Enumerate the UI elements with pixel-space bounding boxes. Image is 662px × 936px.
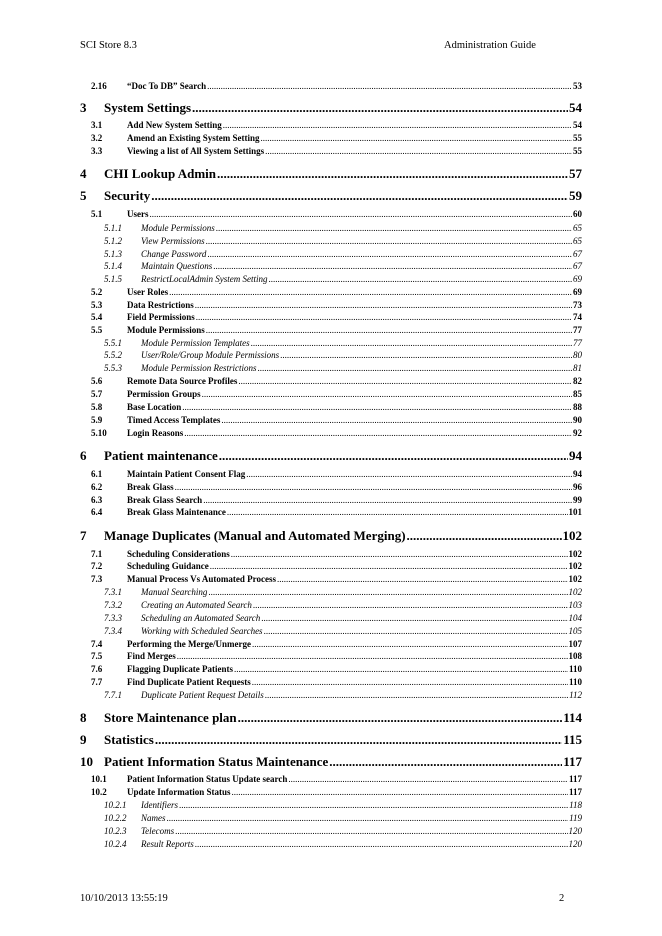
toc-entry-number: 5 xyxy=(80,188,87,203)
toc-entry-title: Result Reports xyxy=(141,839,194,849)
toc-entry-number: 3.2 xyxy=(91,133,103,143)
toc-entry[interactable] xyxy=(80,210,582,219)
toc-entry-number: 7.7 xyxy=(91,677,103,687)
toc-entry-title: Users xyxy=(127,209,149,219)
toc-entry-page: 55 xyxy=(573,133,582,143)
toc-entry-number: 5.1.2 xyxy=(104,236,122,246)
toc-entry-title: Module Permissions xyxy=(141,223,215,233)
toc-leader-dots xyxy=(207,82,572,91)
toc-entry[interactable] xyxy=(80,377,582,386)
toc-entry-page: 59 xyxy=(569,188,582,203)
toc-entry-page: 90 xyxy=(573,415,582,425)
toc-entry-number: 10.2.1 xyxy=(104,800,127,810)
toc-entry-title: RestrictLocalAdmin System Setting xyxy=(141,274,268,284)
header-guide-title: Administration Guide xyxy=(444,40,536,51)
table-of-contents xyxy=(80,0,582,936)
toc-entry[interactable] xyxy=(80,390,582,399)
toc-leader-dots xyxy=(234,665,568,674)
toc-entry-number: 10 xyxy=(80,754,93,769)
toc-leader-dots xyxy=(251,339,572,348)
toc-entry-number: 7.4 xyxy=(91,639,103,649)
toc-entry-page: 107 xyxy=(568,639,582,649)
toc-leader-dots xyxy=(167,814,569,823)
toc-entry-title: Module Permission Restrictions xyxy=(141,363,257,373)
toc-entry-page: 69 xyxy=(573,274,582,284)
toc-entry[interactable] xyxy=(80,640,582,649)
toc-leader-dots xyxy=(232,788,568,797)
toc-entry[interactable] xyxy=(80,601,582,610)
toc-entry-page: 120 xyxy=(568,839,582,849)
toc-leader-dots xyxy=(169,288,572,297)
toc-leader-dots xyxy=(216,224,572,233)
toc-entry-page: 94 xyxy=(569,448,582,463)
toc-entry-title: View Permissions xyxy=(141,236,205,246)
toc-leader-dots xyxy=(231,550,568,559)
toc-entry-title: Maintain Patient Consent Flag xyxy=(127,469,246,479)
toc-entry-title: Patient maintenance xyxy=(104,448,218,463)
toc-entry-title: Break Glass Maintenance xyxy=(127,507,226,517)
toc-entry-title: “Doc To DB” Search xyxy=(127,81,207,91)
toc-leader-dots xyxy=(217,167,568,180)
toc-entry-title: Break Glass xyxy=(127,482,174,492)
toc-entry-number: 10.2.3 xyxy=(104,826,127,836)
toc-entry-title: Viewing a list of All System Settings xyxy=(127,146,265,156)
toc-entry-title: Login Reasons xyxy=(127,428,184,438)
toc-leader-dots xyxy=(195,840,568,849)
toc-entry-page: 80 xyxy=(573,350,582,360)
toc-entry-number: 7.3.4 xyxy=(104,626,122,636)
toc-leader-dots xyxy=(238,377,572,386)
toc-entry-title: Names xyxy=(141,813,166,823)
toc-entry-title: Field Permissions xyxy=(127,312,195,322)
toc-entry-number: 7.2 xyxy=(91,561,103,571)
toc-entry-page: 54 xyxy=(573,120,582,130)
toc-entry-number: 10.2.4 xyxy=(104,839,127,849)
toc-entry-page: 55 xyxy=(573,146,582,156)
toc-entry[interactable] xyxy=(80,588,582,597)
toc-entry[interactable] xyxy=(80,755,582,768)
toc-entry-number: 7.1 xyxy=(91,549,103,559)
toc-entry-number: 5.1 xyxy=(91,209,103,219)
toc-entry[interactable] xyxy=(80,627,582,636)
toc-entry-page: 104 xyxy=(568,613,582,623)
toc-entry-number: 8 xyxy=(80,710,87,725)
toc-entry-number: 5.5 xyxy=(91,325,103,335)
toc-entry[interactable] xyxy=(80,288,582,297)
toc-leader-dots xyxy=(150,210,573,219)
toc-leader-dots xyxy=(264,627,568,636)
toc-entry-title: Update Information Status xyxy=(127,787,231,797)
toc-entry-title: System Settings xyxy=(104,100,192,115)
toc-leader-dots xyxy=(175,483,572,492)
toc-leader-dots xyxy=(202,390,572,399)
toc-entry-page: 101 xyxy=(568,507,582,517)
toc-entry-number: 5.3 xyxy=(91,300,103,310)
toc-leader-dots xyxy=(268,275,572,284)
toc-leader-dots xyxy=(252,640,568,649)
toc-entry-page: 102 xyxy=(562,528,582,543)
toc-entry-page: 96 xyxy=(573,482,582,492)
toc-entry-page: 65 xyxy=(573,223,582,233)
toc-entry[interactable] xyxy=(80,711,582,724)
toc-entry-page: 73 xyxy=(573,300,582,310)
toc-entry[interactable] xyxy=(80,134,582,143)
toc-entry[interactable] xyxy=(80,775,582,784)
toc-entry-number: 6.4 xyxy=(91,507,103,517)
toc-entry-title: Store Maintenance plan xyxy=(104,710,237,725)
toc-entry-page: 102 xyxy=(568,549,582,559)
toc-entry-title: Working with Scheduled Searches xyxy=(141,626,263,636)
toc-entry-page: 65 xyxy=(573,236,582,246)
toc-entry-page: 60 xyxy=(573,209,582,219)
toc-entry[interactable] xyxy=(80,508,582,517)
toc-leader-dots xyxy=(184,429,572,438)
toc-entry-page: 88 xyxy=(573,402,582,412)
toc-entry-page: 114 xyxy=(563,710,582,725)
toc-entry-page: 110 xyxy=(568,677,582,687)
toc-entry[interactable] xyxy=(80,840,582,849)
toc-entry[interactable] xyxy=(80,301,582,310)
toc-entry-number: 7.7.1 xyxy=(104,690,122,700)
toc-entry-number: 6 xyxy=(80,448,87,463)
toc-entry-title: Find Duplicate Patient Requests xyxy=(127,677,251,687)
toc-entry-title: Data Restrictions xyxy=(127,300,194,310)
toc-entry[interactable] xyxy=(80,827,582,836)
toc-entry-title: Patient Information Status Maintenance xyxy=(104,754,329,769)
toc-entry-title: Module Permission Templates xyxy=(141,338,250,348)
toc-leader-dots xyxy=(155,733,562,746)
toc-entry-number: 10.2 xyxy=(91,787,107,797)
toc-leader-dots xyxy=(192,101,568,114)
toc-entry-number: 5.4 xyxy=(91,312,103,322)
toc-leader-dots xyxy=(207,250,572,259)
toc-entry-number: 5.1.5 xyxy=(104,274,122,284)
toc-leader-dots xyxy=(223,121,572,130)
toc-entry-page: 108 xyxy=(568,651,582,661)
toc-entry[interactable] xyxy=(80,652,582,661)
toc-leader-dots xyxy=(208,588,567,597)
toc-entry[interactable] xyxy=(80,496,582,505)
toc-entry[interactable] xyxy=(80,416,582,425)
toc-entry-title: Scheduling Guidance xyxy=(127,561,209,571)
toc-entry[interactable] xyxy=(80,326,582,335)
toc-entry-page: 120 xyxy=(568,826,582,836)
toc-entry-page: 82 xyxy=(573,376,582,386)
toc-entry[interactable] xyxy=(80,250,582,259)
toc-leader-dots xyxy=(407,529,562,542)
toc-entry-number: 5.7 xyxy=(91,389,103,399)
toc-entry-page: 54 xyxy=(569,100,582,115)
toc-entry-title: Identifiers xyxy=(141,800,178,810)
toc-entry-page: 67 xyxy=(573,261,582,271)
toc-entry[interactable] xyxy=(80,575,582,584)
toc-entry-title: Security xyxy=(104,188,151,203)
toc-entry-number: 7.3 xyxy=(91,574,103,584)
toc-entry-number: 6.3 xyxy=(91,495,103,505)
toc-entry-title: Manage Duplicates (Manual and Automated Merging) xyxy=(104,528,406,543)
toc-entry-page: 77 xyxy=(573,325,582,335)
toc-leader-dots xyxy=(252,678,568,687)
toc-entry[interactable] xyxy=(80,339,582,348)
toc-entry-title: Find Merges xyxy=(127,651,176,661)
footer-timestamp: 10/10/2013 13:55:19 xyxy=(80,893,168,904)
toc-entry-number: 3.3 xyxy=(91,146,103,156)
toc-entry-page: 118 xyxy=(569,800,582,810)
toc-entry[interactable] xyxy=(80,678,582,687)
toc-leader-dots xyxy=(182,403,572,412)
toc-entry-page: 57 xyxy=(569,166,582,181)
toc-entry[interactable] xyxy=(80,788,582,797)
toc-entry-title: Change Password xyxy=(141,249,207,259)
toc-entry-title: User/Role/Group Module Permissions xyxy=(141,350,280,360)
toc-entry-number: 3.1 xyxy=(91,120,103,130)
toc-leader-dots xyxy=(151,189,568,202)
toc-leader-dots xyxy=(280,351,572,360)
toc-entry-title: Manual Process Vs Automated Process xyxy=(127,574,276,584)
toc-entry-page: 103 xyxy=(568,600,582,610)
toc-entry-title: Remote Data Source Profiles xyxy=(127,376,238,386)
toc-entry-page: 99 xyxy=(573,495,582,505)
toc-entry-number: 4 xyxy=(80,166,87,181)
toc-entry-number: 7.6 xyxy=(91,664,103,674)
toc-entry-title: Telecoms xyxy=(141,826,175,836)
toc-entry-page: 85 xyxy=(573,389,582,399)
toc-entry[interactable] xyxy=(80,237,582,246)
header-doc-title: SCI Store 8.3 xyxy=(80,40,137,51)
toc-entry[interactable] xyxy=(80,665,582,674)
toc-entry-page: 53 xyxy=(573,81,582,91)
toc-entry-title: Flagging Duplicate Patients xyxy=(127,664,233,674)
toc-entry[interactable] xyxy=(80,691,582,700)
toc-leader-dots xyxy=(258,364,573,373)
toc-entry[interactable] xyxy=(80,449,582,462)
toc-entry-page: 117 xyxy=(568,787,582,797)
toc-leader-dots xyxy=(177,652,568,661)
toc-entry-number: 3 xyxy=(80,100,87,115)
toc-entry-number: 10.1 xyxy=(91,774,107,784)
toc-entry-title: Manual Searching xyxy=(141,587,208,597)
toc-leader-dots xyxy=(329,755,562,768)
toc-entry[interactable] xyxy=(80,550,582,559)
toc-entry-title: Module Permissions xyxy=(127,325,205,335)
toc-entry[interactable] xyxy=(80,529,582,542)
toc-entry-number: 7.5 xyxy=(91,651,103,661)
toc-entry[interactable] xyxy=(80,147,582,156)
toc-entry-page: 74 xyxy=(573,312,582,322)
toc-entry-number: 2.16 xyxy=(91,81,107,91)
toc-entry[interactable] xyxy=(80,275,582,284)
toc-leader-dots xyxy=(265,147,572,156)
toc-entry-title: Patient Information Status Update search xyxy=(127,774,288,784)
toc-entry[interactable] xyxy=(80,313,582,322)
toc-entry-title: Duplicate Patient Request Details xyxy=(141,690,264,700)
toc-entry[interactable] xyxy=(80,801,582,810)
toc-entry[interactable] xyxy=(80,121,582,130)
toc-entry-page: 69 xyxy=(573,287,582,297)
toc-entry-number: 5.2 xyxy=(91,287,103,297)
toc-leader-dots xyxy=(175,827,567,836)
toc-entry[interactable] xyxy=(80,101,582,114)
toc-entry[interactable] xyxy=(80,403,582,412)
toc-entry-number: 5.5.2 xyxy=(104,350,122,360)
toc-entry-page: 67 xyxy=(573,249,582,259)
toc-entry[interactable] xyxy=(80,224,582,233)
toc-entry-page: 94 xyxy=(573,469,582,479)
toc-entry[interactable] xyxy=(80,470,582,479)
toc-entry-number: 5.5.3 xyxy=(104,363,122,373)
toc-entry-page: 102 xyxy=(568,561,582,571)
toc-entry-page: 115 xyxy=(563,732,582,747)
toc-entry-page: 112 xyxy=(569,690,582,700)
toc-entry[interactable] xyxy=(80,351,582,360)
toc-entry-number: 7 xyxy=(80,528,87,543)
toc-entry-title: Amend an Existing System Setting xyxy=(127,133,260,143)
toc-entry-page: 105 xyxy=(568,626,582,636)
toc-leader-dots xyxy=(213,262,572,271)
toc-entry-page: 117 xyxy=(568,774,582,784)
toc-entry-number: 5.10 xyxy=(91,428,107,438)
toc-entry[interactable] xyxy=(80,429,582,438)
toc-entry-number: 10.2.2 xyxy=(104,813,127,823)
toc-entry-number: 5.1.4 xyxy=(104,261,122,271)
toc-entry-page: 77 xyxy=(573,338,582,348)
toc-entry-title: Creating an Automated Search xyxy=(141,600,252,610)
toc-leader-dots xyxy=(203,496,572,505)
toc-entry-number: 7.3.3 xyxy=(104,613,122,623)
toc-leader-dots xyxy=(195,301,572,310)
toc-leader-dots xyxy=(219,449,568,462)
toc-entry-title: Scheduling Considerations xyxy=(127,549,230,559)
toc-leader-dots xyxy=(206,326,572,335)
toc-entry-page: 102 xyxy=(568,574,582,584)
toc-entry[interactable] xyxy=(80,614,582,623)
toc-entry[interactable] xyxy=(80,262,582,271)
toc-entry-title: User Roles xyxy=(127,287,169,297)
toc-entry[interactable] xyxy=(80,814,582,823)
toc-leader-dots xyxy=(261,134,572,143)
toc-leader-dots xyxy=(221,416,572,425)
toc-leader-dots xyxy=(227,508,568,517)
toc-entry-number: 5.6 xyxy=(91,376,103,386)
toc-entry-page: 110 xyxy=(568,664,582,674)
toc-entry-number: 5.5.1 xyxy=(104,338,122,348)
toc-entry-page: 81 xyxy=(573,363,582,373)
toc-entry[interactable] xyxy=(80,483,582,492)
toc-entry-number: 6.2 xyxy=(91,482,103,492)
toc-entry-number: 5.8 xyxy=(91,402,103,412)
toc-leader-dots xyxy=(179,801,568,810)
toc-leader-dots xyxy=(206,237,572,246)
toc-entry-number: 5.9 xyxy=(91,415,103,425)
toc-entry-title: Performing the Merge/Unmerge xyxy=(127,639,251,649)
toc-leader-dots xyxy=(288,775,568,784)
toc-entry-page: 102 xyxy=(568,587,582,597)
toc-entry-number: 5.1.1 xyxy=(104,223,122,233)
toc-entry-title: Statistics xyxy=(104,732,154,747)
toc-entry-title: Timed Access Templates xyxy=(127,415,221,425)
toc-entry-title: Maintain Questions xyxy=(141,261,213,271)
toc-entry-title: Base Location xyxy=(127,402,182,412)
toc-entry[interactable] xyxy=(80,364,582,373)
toc-entry[interactable] xyxy=(80,562,582,571)
toc-leader-dots xyxy=(265,691,568,700)
toc-entry-number: 9 xyxy=(80,732,87,747)
toc-entry-number: 5.1.3 xyxy=(104,249,122,259)
toc-leader-dots xyxy=(253,601,568,610)
toc-entry-title: Scheduling an Automated Search xyxy=(141,613,261,623)
toc-entry-number: 7.3.1 xyxy=(104,587,122,597)
toc-leader-dots xyxy=(246,470,572,479)
toc-entry-number: 7.3.2 xyxy=(104,600,122,610)
toc-entry-title: Add New System Setting xyxy=(127,120,222,130)
toc-entry-number: 6.1 xyxy=(91,469,103,479)
toc-entry-title: CHI Lookup Admin xyxy=(104,166,216,181)
toc-entry[interactable] xyxy=(80,733,582,746)
toc-leader-dots xyxy=(210,562,568,571)
footer-page-number: 2 xyxy=(559,893,565,904)
toc-entry[interactable] xyxy=(80,189,582,202)
toc-entry-page: 92 xyxy=(573,428,582,438)
toc-entry[interactable] xyxy=(80,167,582,180)
toc-leader-dots xyxy=(196,313,572,322)
toc-leader-dots xyxy=(261,614,567,623)
toc-entry-page: 119 xyxy=(569,813,582,823)
toc-entry-title: Permission Groups xyxy=(127,389,201,399)
toc-entry-title: Break Glass Search xyxy=(127,495,203,505)
toc-entry-page: 117 xyxy=(563,754,582,769)
toc-leader-dots xyxy=(277,575,568,584)
toc-leader-dots xyxy=(238,711,563,724)
toc-entry[interactable] xyxy=(80,82,582,91)
